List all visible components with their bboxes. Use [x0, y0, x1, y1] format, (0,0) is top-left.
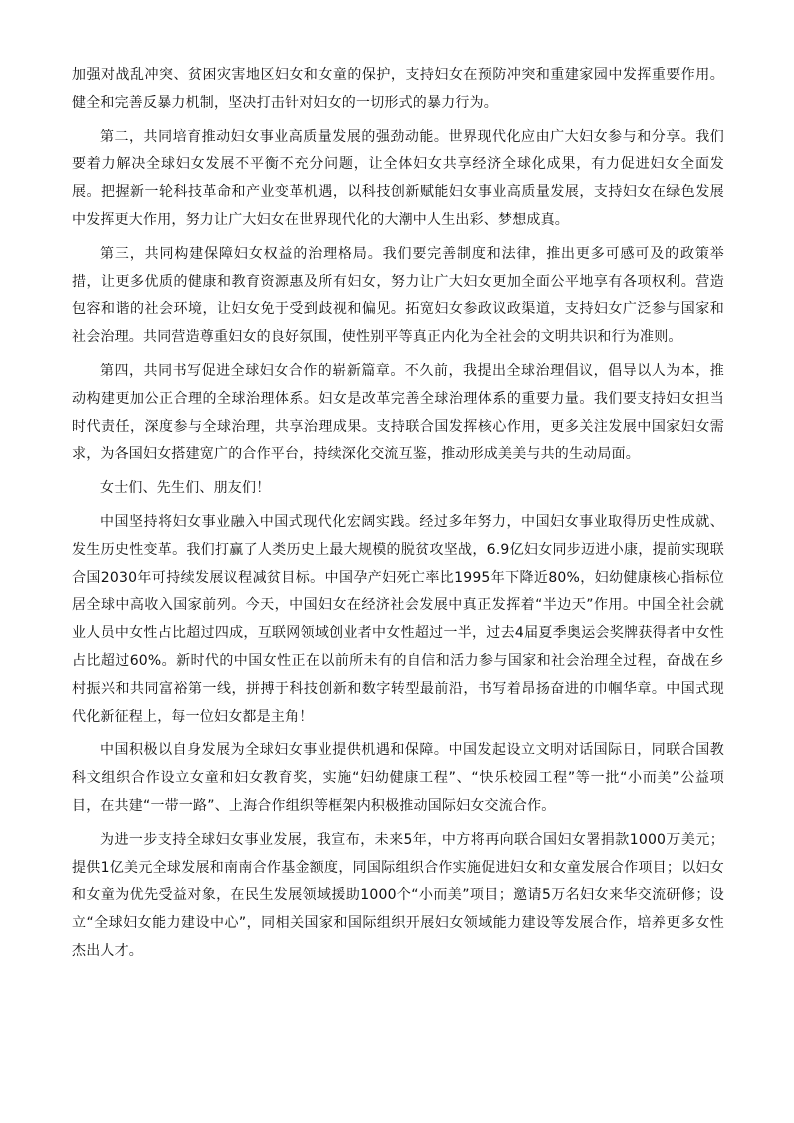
paragraph-8: 为进一步支持全球妇女事业发展，我宣布，未来5年，中方将再向联合国妇女署捐款1000万美元；提供1亿美元全球发展和南南合作基金额度，同国际组织合作实施促进妇女和女童发展合作项目；以妇女和女童为优先受益对象，在民生发展领域援助1000个“小而美”项目；邀请5万名妇女来华交流研修；设立“全球妇女能力建设中心”，同相关国家和国际组织开展妇女领域能力建设等发展合作，培养更多女性杰出人才。	[72, 831, 724, 959]
paragraph-5: 女士们、先生们、朋友们！	[100, 480, 271, 497]
paragraph-2: 第二，共同培育推动妇女事业高质量发展的强劲动能。世界现代化应由广大妇女参与和分享。我们要着力解决全球妇女发展不平衡不充分问题，让全体妇女共享经济全球化成果，有力促进妇女全面发展。把握新一轮科技革命和产业变革机遇，以科技创新赋能妇女事业高质量发展，支持妇女在绿色发展中发挥更大作用，努力让广大妇女在世界现代化的大潮中人生出彩、梦想成真。	[72, 128, 724, 228]
paragraph-3: 第三，共同构建保障妇女权益的治理格局。我们要完善制度和法律，推出更多可感可及的政策举措，让更多优质的健康和教育资源惠及所有妇女，努力让广大妇女更加全面公平地享有各项权利。营造包容和谐的社会环境，让妇女免于受到歧视和偏见。拓宽妇女参政议政渠道，支持妇女广泛参与国家和社会治理。共同营造尊重妇女的良好氛围，使性别平等真正内化为全社会的文明共识和行为准则。	[72, 245, 724, 346]
paragraph-4: 第四，共同书写促进全球妇女合作的崭新篇章。不久前，我提出全球治理倡议，倡导以人为本，推动构建更加公正合理的全球治理体系。妇女是改革完善全球治理体系的重要力量。我们要支持妇女担当时代责任，深度参与全球治理，共享治理成果。支持联合国发挥核心作用，更多关注发展中国家妇女需求，为各国妇女搭建宽广的合作平台，持续深化交流互鉴，推动形成美美与共的生动局面。	[72, 362, 724, 463]
paragraph-6: 中国坚持将妇女事业融入中国式现代化宏阔实践。经过多年努力，中国妇女事业取得历史性成就、发生历史性变革。我们打赢了人类历史上最大规模的脱贫攻坚战，6.9亿妇女同步迈进小康，提前实现联合国2030年可持续发展议程减贫目标。中国孕产妇死亡率比1995年下降近80%，妇幼健康核心指标位居全球中高收入国家前列。今天，中国妇女在经济社会发展中真正发挥着“半边天”作用。中国全社会就业人员中女性占比超过四成，互联网领域创业者中女性超过一半，过去4届夏季奥运会奖牌获得者中女性占比超过60%。新时代的中国女性正在以前所未有的自信和活力参与国家和社会治理全过程，奋战在乡村振兴和共同富裕第一线，拼搏于科技创新和数字转型最前沿，书写着昂扬奋进的巾帼华章。中国式现代化新征程上，每一位妇女都是主角！	[72, 513, 724, 725]
paragraph-1: 加强对战乱冲突、贫困灾害地区妇女和女童的保护，支持妇女在预防冲突和重建家园中发挥重要作用。健全和完善反暴力机制，坚决打击针对妇女的一切形式的暴力行为。	[72, 67, 724, 111]
paragraph-7: 中国积极以自身发展为全球妇女事业提供机遇和保障。中国发起设立文明对话国际日，同联合国教科文组织合作设立女童和妇女教育奖，实施“妇幼健康工程”、“快乐校园工程”等一批“小而美”公益项目，在共建“一带一路”、上海合作组织等框架内积极推动国际妇女交流合作。	[72, 742, 724, 814]
